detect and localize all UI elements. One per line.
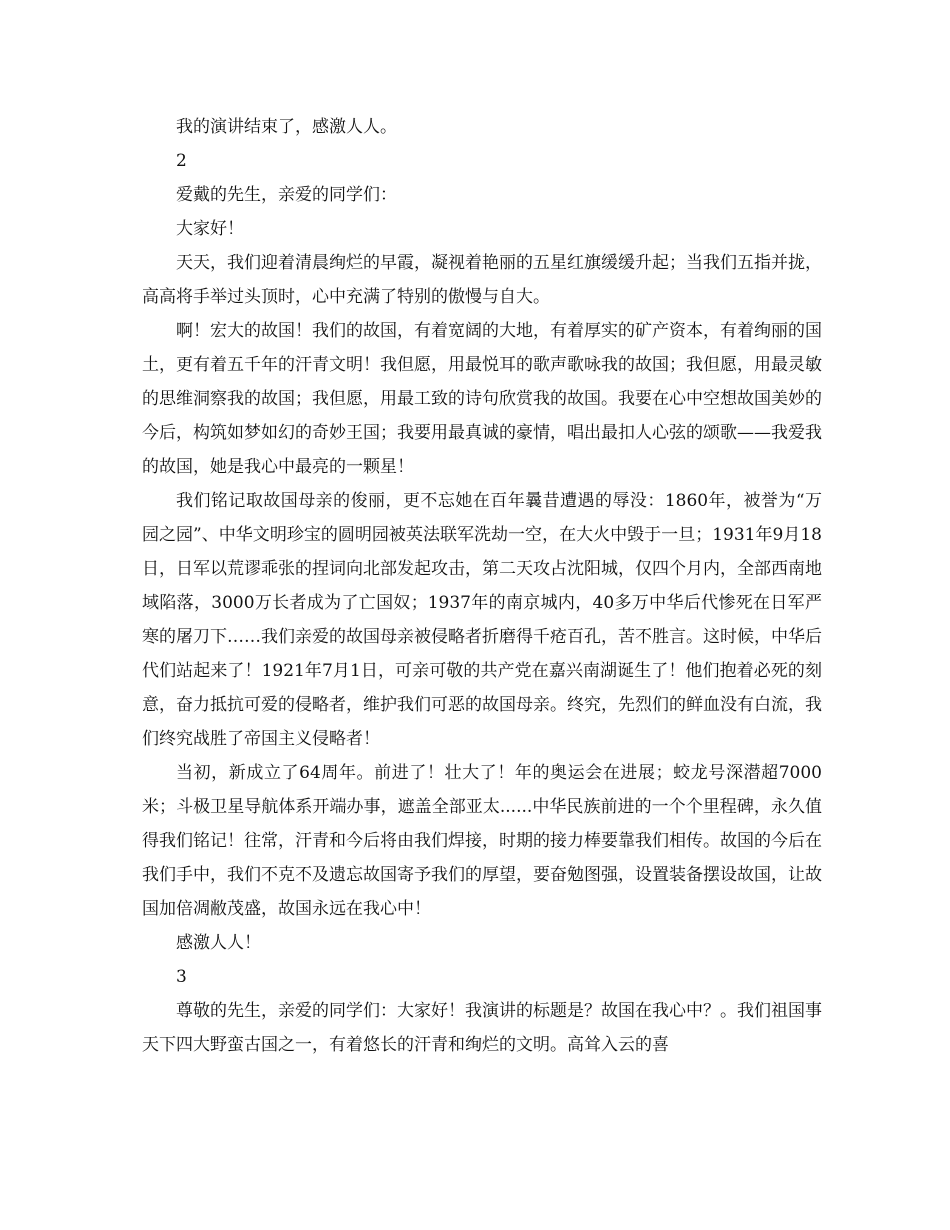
document-body — [142, 110, 822, 1062]
paragraph: 天天，我们迎着清晨绚烂的早霞，凝视着艳丽的五星红旗缓缓升起；当我们五指并拢，高高将手举过头顶时，心中充满了特别的傲慢与自大。 — [142, 253, 822, 307]
section-number: 2 — [176, 151, 187, 171]
paragraph: 我们铭记取故国母亲的俊丽，更不忘她在百年曩昔遭遇的辱没：1860年，被誉为“万园之园”、中华文明珍宝的圆明园被英法联军洗劫一空，在大火中毁于一旦；1931年9月18日，日军以荒谬乖张的捏词向北部发起攻击，第二天攻占沈阳城，仅四个月内，全部西南地域陷落，3000万长者成为了亡国奴；1937年的南京城内，40多万中华后代惨死在日军严寒的屠刀下……我们亲爱的故国母亲被侵略者折磨得千疮百孔，苦不胜言。这时候，中华后代们站起来了！1921年7月1日，可亲可敬的共产党在嘉兴南湖诞生了！他们抱着必死的刻意，奋力抵抗可爱的侵略者，维护我们可恶的故国母亲。终究，先烈们的鲜血没有白流，我们终究战胜了帝国主义侵略者！ — [142, 491, 822, 749]
paragraph: 啊！宏大的故国！我们的故国，有着宽阔的大地，有着厚实的矿产资本，有着绚丽的国土，更有着五千年的汗青文明！我但愿，用最悦耳的歌声歌咏我的故国；我但愿，用最灵敏的思维洞察我的故国；我但愿，用最工致的诗句欣赏我的故国。我要在心中空想故国美妙的今后，构筑如梦如幻的奇妙王国；我要用最真诚的豪情，唱出最扣人心弦的颂歌——我爱我的故国，她是我心中最亮的一颗星！ — [142, 321, 822, 477]
paragraph: 爱戴的先生，亲爱的同学们： — [176, 185, 397, 205]
paragraph: 大家好！ — [176, 219, 244, 239]
paragraph: 尊敬的先生，亲爱的同学们：大家好！我演讲的标题是？故国在我心中？。我们祖国事天下四大野蛮古国之一，有着悠长的汗青和绚烂的文明。高耸入云的喜 — [142, 1001, 822, 1055]
paragraph: 感激人人！ — [176, 933, 261, 953]
paragraph: 当初，新成立了64周年。前进了！壮大了！年的奥运会在进展；蛟龙号深潜超7000米；斗极卫星导航体系开端办事，遮盖全部亚太......中华民族前进的一个个里程碑，永久值得我们铭记！往常，汗青和今后将由我们焊接，时期的接力棒要靠我们相传。故国的今后在我们手中，我们不克不及遗忘故国寄予我们的厚望，要奋勉图强，设置装备摆设故国，让故国加倍凋敝茂盛，故国永远在我心中！ — [142, 763, 822, 919]
section-number: 3 — [176, 967, 187, 987]
paragraph: 我的演讲结束了，感激人人。 — [176, 117, 397, 137]
